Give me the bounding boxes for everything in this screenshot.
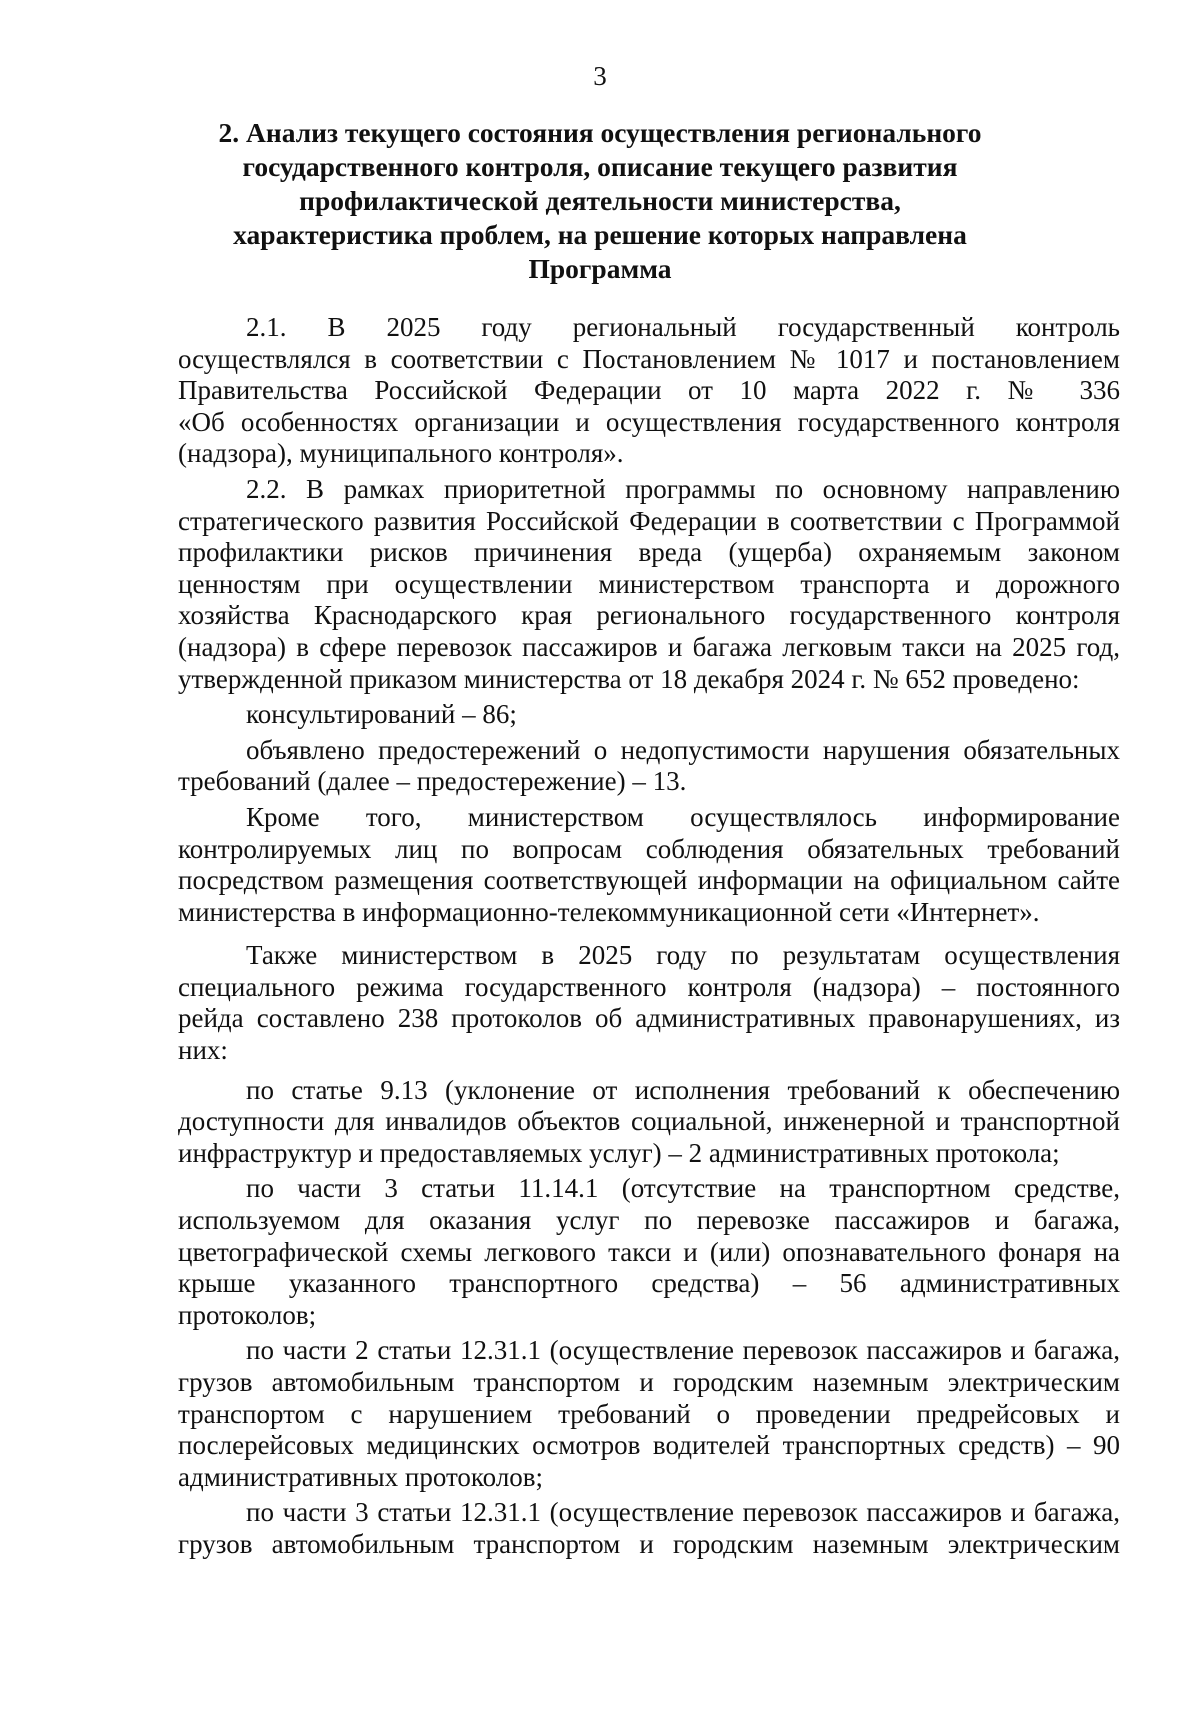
text-line: крыше указанного транспортного средства) – 56 административных	[178, 1268, 1120, 1299]
text-line: 2.1. В 2025 году региональный государственный контроль	[246, 312, 1120, 342]
text-line: посредством размещения соответствующей информации на официальном сайте	[178, 865, 1120, 896]
paragraph-warnings	[178, 735, 1120, 798]
text-line: контролируемых лиц по вопросам соблюдения обязательных требований	[178, 833, 1120, 864]
paragraph-article-9-13	[178, 1075, 1120, 1170]
text-line: по части 2 статьи 12.31.1 (осуществление перевозок пассажиров и багажа,	[246, 1335, 1120, 1366]
text-line: ценностям при осуществлении министерством транспорта и дорожного	[178, 568, 1120, 599]
heading-line: государственного контроля, описание текущего развития	[242, 151, 958, 182]
paragraph-consultations	[178, 699, 1120, 731]
heading-line: 2. Анализ текущего состояния осуществления регионального	[218, 117, 982, 148]
paragraph-2-1	[178, 312, 1120, 470]
heading-line: характеристика проблем, на решение которых направлена	[233, 219, 967, 250]
text-line: министерства в информационно-телекоммуникационной сети «Интернет».	[178, 896, 1040, 927]
text-line: транспортом с нарушением требований о проведении предрейсовых и	[178, 1398, 1120, 1429]
text-line: Правительства Российской Федерации от 10 марта 2022 г. № 336	[178, 375, 1120, 406]
text-line: цветографической схемы легкового такси и (или) опознавательного фонаря на	[178, 1236, 1120, 1267]
text-line: (надзора) в сфере перевозок пассажиров и багажа легковым такси на 2025 год,	[178, 631, 1120, 662]
text-line: специального режима государственного контроля (надзора) – постоянного	[178, 971, 1120, 1002]
text-line: (надзора), муниципального контроля».	[178, 438, 624, 469]
text-line: требований (далее – предостережение) – 13.	[178, 766, 687, 797]
text-line: грузов автомобильным транспортом и городским наземным электрическим	[178, 1528, 1120, 1559]
text-line: инфраструктур и предоставляемых услуг) – 2 административных протокола;	[178, 1137, 1060, 1168]
text-line: по статье 9.13 (уклонение от исполнения требований к обеспечению	[246, 1074, 1120, 1105]
text-line: профилактики рисков причинения вреда (ущерба) охраняемым законом	[178, 537, 1120, 568]
text-line: послерейсовых медицинских осмотров водителей транспортных средств) – 90	[178, 1430, 1120, 1461]
paragraph-2-2	[178, 474, 1120, 695]
paragraph-article-12-31-1-part-2	[178, 1335, 1120, 1493]
paragraph-informing	[178, 802, 1120, 928]
text-line: «Об особенностях организации и осуществления государственного контроля	[178, 406, 1120, 437]
text-line: протоколов;	[178, 1299, 317, 1330]
text-line: грузов автомобильным транспортом и городским наземным электрическим	[178, 1367, 1120, 1397]
text-line: используемом для оказания услуг по перевозке пассажиров и багажа,	[178, 1205, 1120, 1236]
page-number: 3	[593, 61, 607, 91]
text-line: консультирований – 86;	[246, 699, 517, 730]
heading-line: Программа	[528, 253, 672, 284]
text-line: них:	[178, 1035, 228, 1066]
paragraph-article-12-31-1-part-3	[178, 1497, 1120, 1560]
text-line: Также министерством в 2025 году по результатам осуществления	[246, 940, 1120, 971]
text-line: Кроме того, министерством осуществлялось информирование	[246, 801, 1120, 832]
text-line: 2.2. В рамках приоритетной программы по основному направлению	[246, 473, 1120, 504]
text-line: стратегического развития Российской Федерации в соответствии с Программой	[178, 505, 1120, 536]
text-line: по части 3 статьи 11.14.1 (отсутствие на транспортном средстве,	[246, 1173, 1120, 1204]
section-heading	[0, 116, 1200, 286]
text-line: объявлено предостережений о недопустимости нарушения обязательных	[246, 734, 1120, 765]
paragraph-protocols	[178, 940, 1120, 1066]
text-line: административных протоколов;	[178, 1461, 544, 1492]
text-line: хозяйства Краснодарского края регионального государственного контроля	[178, 600, 1120, 631]
heading-line: профилактической деятельности министерства,	[299, 185, 901, 216]
text-line: по части 3 статьи 12.31.1 (осуществление перевозок пассажиров и багажа,	[246, 1497, 1120, 1528]
paragraph-article-11-14-1	[178, 1173, 1120, 1331]
body-text	[178, 312, 1120, 1561]
text-line: утвержденной приказом министерства от 18 декабря 2024 г. № 652 проведено:	[178, 663, 1080, 694]
text-line: доступности для инвалидов объектов социальной, инженерной и транспортной	[178, 1106, 1120, 1137]
text-line: рейда составлено 238 протоколов об административных правонарушениях, из	[178, 1003, 1120, 1034]
text-line: осуществлялся в соответствии с Постановлением № 1017 и постановлением	[178, 343, 1120, 374]
